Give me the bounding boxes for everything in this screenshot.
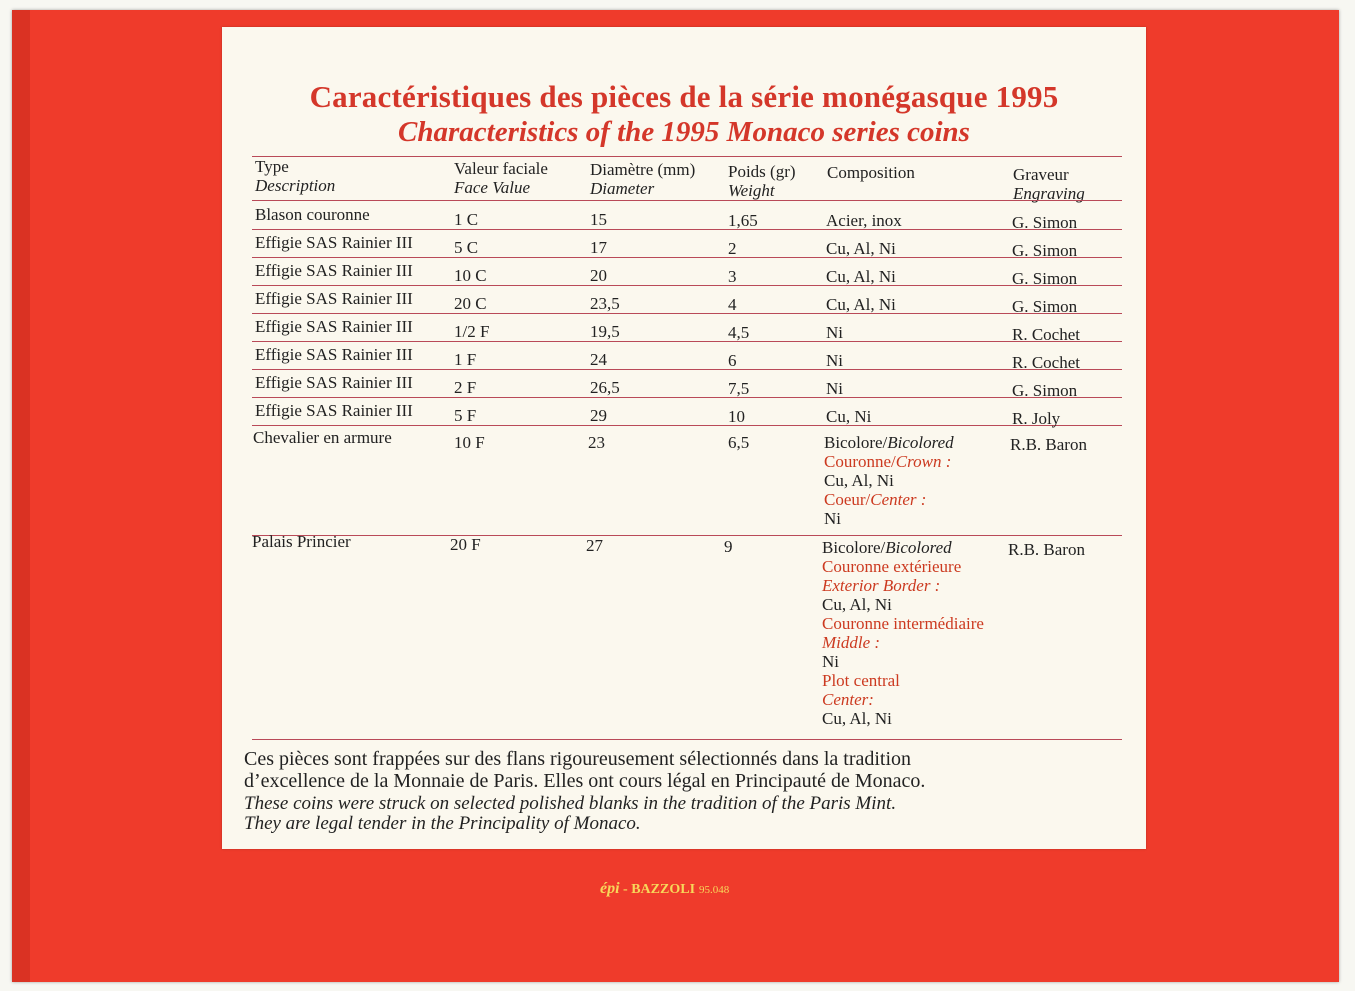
- rule-header-bottom: [252, 200, 1122, 201]
- header-weight: [728, 162, 796, 200]
- cell-diameter: 24: [590, 350, 607, 369]
- paragraph-line: d’excellence de la Monnaie de Paris. Elles ont cours légal en Principauté de Monaco.: [244, 770, 926, 792]
- row-divider: [252, 425, 1122, 426]
- composition-line: Ni: [822, 652, 839, 671]
- composition-line: Ni: [824, 509, 841, 528]
- cell-diameter: 23: [588, 433, 605, 452]
- cell-composition: Ni: [826, 323, 843, 342]
- cell-face-value: 1 C: [454, 210, 479, 229]
- cell-composition: Acier, inox: [826, 211, 902, 230]
- paragraph-line: These coins were struck on selected polished blanks in the tradition of the Paris Mint.: [244, 793, 897, 814]
- cell-engraver: R. Cochet: [1012, 325, 1080, 344]
- header-face-en: Face Value: [454, 178, 530, 197]
- cell-engraver: R. Joly: [1012, 409, 1061, 428]
- imprint-brand: BAZZOLI: [631, 882, 696, 897]
- cell-composition: Ni: [826, 379, 843, 398]
- cell-engraver: G. Simon: [1012, 297, 1078, 316]
- cell-weight: 4,5: [728, 323, 750, 342]
- composition-line: Plot central: [822, 671, 900, 690]
- cell-type: Blason couronne: [255, 205, 370, 224]
- cell-diameter: 17: [590, 238, 607, 257]
- cell-diameter: 26,5: [590, 378, 620, 397]
- composition-line: Couronne extérieure: [822, 557, 962, 576]
- header-diam-fr: Diamètre (mm): [590, 160, 696, 179]
- cell-type: Effigie SAS Rainier III: [255, 233, 413, 252]
- row-divider: [252, 369, 1122, 370]
- folder-cover: [12, 10, 1339, 982]
- title-english: Characteristics of the 1995 Monaco series coins: [398, 116, 970, 148]
- cell-weight: 6,5: [728, 433, 750, 452]
- header-weight-fr: Poids (gr): [728, 162, 796, 181]
- imprint-number: 95.048: [699, 884, 730, 896]
- composition-line: Cu, Al, Ni: [822, 595, 892, 614]
- cell-face-value: 20 F: [450, 535, 481, 554]
- header-composition: [827, 163, 915, 182]
- row-divider: [252, 397, 1122, 398]
- imprint-epi: épi: [600, 880, 620, 897]
- cell-face-value: 5 F: [454, 406, 477, 425]
- composition-line: Center:: [822, 690, 874, 709]
- cell-face-value: 5 C: [454, 238, 479, 257]
- row-divider: [252, 229, 1122, 230]
- cell-type: Chevalier en armure: [253, 428, 392, 447]
- cell-face-value: 2 F: [454, 378, 477, 397]
- header-face-fr: Valeur faciale: [454, 159, 548, 178]
- cell-diameter: 20: [590, 266, 607, 285]
- cell-diameter: 29: [590, 406, 607, 425]
- composition-line: Couronne/Crown :: [824, 452, 952, 471]
- cell-weight: 7,5: [728, 379, 750, 398]
- cell-composition: Cu, Al, Ni: [826, 239, 896, 258]
- cell-composition: Cu, Ni: [826, 407, 872, 426]
- header-engr-fr: Graveur: [1013, 165, 1069, 184]
- cell-engraver: G. Simon: [1012, 269, 1078, 288]
- composition-line: Couronne intermédiaire: [822, 614, 984, 633]
- header-engraving: [1013, 165, 1085, 203]
- cell-weight: 3: [728, 267, 737, 286]
- cell-face-value: 10 F: [454, 433, 485, 452]
- cell-type: Effigie SAS Rainier III: [255, 373, 413, 392]
- header-type: [255, 157, 335, 195]
- cell-face-value: 1/2 F: [454, 322, 490, 341]
- composition-line: Middle :: [822, 633, 881, 652]
- cell-diameter: 23,5: [590, 294, 620, 313]
- cell-face-value: 10 C: [454, 266, 487, 285]
- title-french: Caractéristiques des pièces de la série monégasque 1995: [309, 79, 1059, 114]
- composition-line: Cu, Al, Ni: [822, 709, 892, 728]
- cell-engraver: R.B. Baron: [1010, 435, 1087, 454]
- header-weight-en: Weight: [728, 181, 775, 200]
- cell-type: Palais Princier: [252, 532, 351, 551]
- row-divider: [252, 257, 1122, 258]
- cell-type: Effigie SAS Rainier III: [255, 289, 413, 308]
- cell-type: Effigie SAS Rainier III: [255, 401, 413, 420]
- cell-engraver: G. Simon: [1012, 213, 1078, 232]
- cell-composition: Ni: [826, 351, 843, 370]
- paragraph-line: They are legal tender in the Principality of Monaco.: [244, 813, 641, 834]
- header-face-value: [454, 159, 548, 197]
- printer-imprint: [600, 880, 729, 898]
- cell-type: Effigie SAS Rainier III: [255, 345, 413, 364]
- header-type-fr: Type: [255, 157, 289, 176]
- header-diameter: [590, 160, 695, 198]
- cell-face-value: 1 F: [454, 350, 477, 369]
- header-type-en: Description: [255, 176, 336, 195]
- composition-line: Coeur/Center :: [824, 490, 927, 509]
- row-divider: [252, 285, 1122, 286]
- cell-weight: 2: [728, 239, 737, 258]
- row-divider: [252, 341, 1122, 342]
- description-english: [244, 794, 896, 834]
- composition-line: Exterior Border :: [822, 576, 941, 595]
- composition-line: Bicolore/Bicolored: [822, 538, 952, 557]
- cell-weight: 10: [728, 407, 745, 426]
- cell-diameter: 15: [590, 210, 607, 229]
- cell-type: Effigie SAS Rainier III: [255, 317, 413, 336]
- paragraph-line: Ces pièces sont frappées sur des flans rigoureusement sélectionnés dans la tradition: [244, 748, 912, 770]
- rule-top: [252, 156, 1122, 157]
- cell-engraver: R. Cochet: [1012, 353, 1080, 372]
- info-card: [222, 27, 1146, 849]
- cell-diameter: 27: [586, 536, 603, 555]
- rule-table-bottom: [252, 739, 1122, 740]
- header-comp-fr: Composition: [827, 163, 915, 182]
- cell-face-value: 20 C: [454, 294, 487, 313]
- cell-engraver: G. Simon: [1012, 381, 1078, 400]
- composition-line: Cu, Al, Ni: [824, 471, 894, 490]
- cell-engraver: G. Simon: [1012, 241, 1078, 260]
- cell-composition: Cu, Al, Ni: [826, 267, 896, 286]
- row-divider: [252, 535, 1122, 536]
- cell-composition: [822, 538, 984, 728]
- cell-type: Effigie SAS Rainier III: [255, 261, 413, 280]
- header-diam-en: Diameter: [590, 179, 655, 198]
- cell-engraver: R.B. Baron: [1008, 540, 1085, 559]
- cell-composition: Cu, Al, Ni: [826, 295, 896, 314]
- cell-weight: 6: [728, 351, 737, 370]
- cell-weight: 9: [724, 537, 733, 556]
- header-engr-en: Engraving: [1013, 184, 1085, 203]
- description-french: [244, 748, 925, 792]
- row-divider: [252, 313, 1122, 314]
- cell-composition: [824, 433, 954, 528]
- imprint-separator: -: [619, 882, 632, 897]
- cell-diameter: 19,5: [590, 322, 620, 341]
- cell-weight: 1,65: [728, 211, 758, 230]
- composition-line: Bicolore/Bicolored: [824, 433, 954, 452]
- folder-spine-shade: [12, 10, 30, 982]
- cell-weight: 4: [728, 295, 737, 314]
